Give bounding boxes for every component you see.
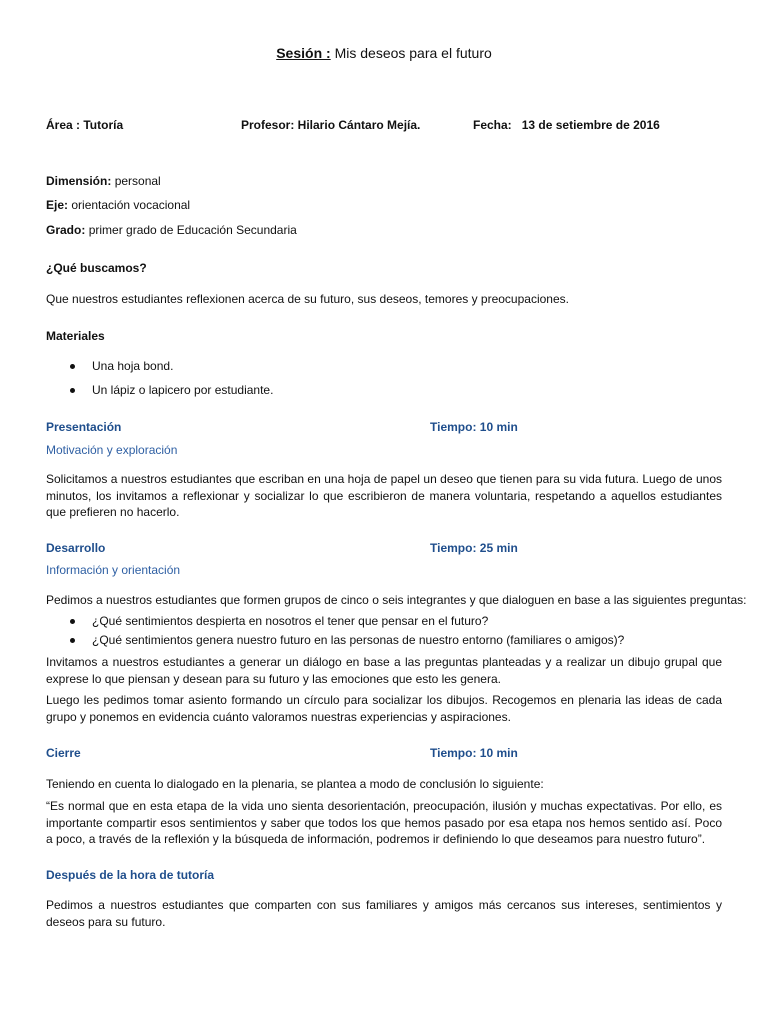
document-title <box>0 45 768 61</box>
desarrollo-text-2: Luego les pedimos tomar asiento formando un círculo para socializar los dibujos. Recogemos en plenaria las ideas de cada grupo y ponemos en evidencia cuánto valoramos nuestras experiencias y aspiraciones. <box>46 693 722 724</box>
desarrollo-tiempo: Tiempo: 25 min <box>430 541 518 555</box>
bullet-icon <box>70 364 75 369</box>
grado-label: Grado: <box>46 223 86 237</box>
desarrollo-text-1: Invitamos a nuestros estudiantes a generar un diálogo en base a las preguntas planteadas y a realizar un dibujo grupal que exprese lo que piensan y desean para su futuro y las emociones que esto les genera. <box>46 655 722 686</box>
desarrollo-subheading: Información y orientación <box>46 563 181 577</box>
cierre-tiempo: Tiempo: 10 min <box>430 746 518 760</box>
grado-line <box>46 223 297 237</box>
dimension-label: Dimensión: <box>46 174 112 188</box>
desarrollo-question-2: ¿Qué sentimientos genera nuestro futuro en las personas de nuestro entorno (familiares o amigos)? <box>92 633 625 647</box>
cierre-intro: Teniendo en cuenta lo dialogado en la plenaria, se plantea a modo de conclusión lo siguiente: <box>46 777 544 791</box>
desarrollo-intro: Pedimos a nuestros estudiantes que formen grupos de cinco o seis integrantes y que dialoguen en base a las siguientes preguntas: <box>46 593 747 607</box>
que-buscamos-text: Que nuestros estudiantes reflexionen acerca de su futuro, sus deseos, temores y preocupaciones. <box>46 292 569 306</box>
despues-heading: Después de la hora de tutoría <box>46 868 215 882</box>
title-value: Mis deseos para el futuro <box>334 45 492 61</box>
eje-line <box>46 198 190 212</box>
presentacion-heading: Presentación <box>46 420 122 434</box>
bullet-icon <box>70 638 75 643</box>
bullet-icon <box>70 619 75 624</box>
grado-value: primer grado de Educación Secundaria <box>88 223 297 237</box>
dimension-line <box>46 174 161 188</box>
desarrollo-question-1: ¿Qué sentimientos despierta en nosotros el tener que pensar en el futuro? <box>92 614 489 628</box>
eje-value: orientación vocacional <box>71 198 191 212</box>
materiales-item-2: Un lápiz o lapicero por estudiante. <box>92 383 274 397</box>
profesor-field: Profesor: Hilario Cántaro Mejía. <box>241 118 421 132</box>
desarrollo-heading: Desarrollo <box>46 541 106 555</box>
fecha-label: Fecha: <box>473 118 512 132</box>
fecha-field <box>473 118 660 132</box>
despues-text: Pedimos a nuestros estudiantes que comparten con sus familiares y amigos más cercanos sus intereses, sentimientos y deseos para su futuro. <box>46 898 722 929</box>
cierre-quote: “Es normal que en esta etapa de la vida uno sienta desorientación, preocupación, ilusión y muchas expectativas. Por ello, es importante compartir esos sentimientos y saber que todos los que hemos pasado por esa etapa nos hemos sentido así. Poco a poco, a través de la reflexión y la búsqueda de información, podremos ir definiendo lo que deseamos para nuestro futuro”. <box>46 799 722 846</box>
que-buscamos-heading: ¿Qué buscamos? <box>46 261 147 275</box>
title-label: Sesión : <box>276 45 331 61</box>
presentacion-subheading: Motivación y exploración <box>46 443 178 457</box>
bullet-icon <box>70 388 75 393</box>
eje-label: Eje: <box>46 198 69 212</box>
materiales-heading: Materiales <box>46 329 105 343</box>
fecha-value: 13 de setiembre de 2016 <box>521 118 660 132</box>
materiales-item-1: Una hoja bond. <box>92 359 174 373</box>
area-field: Área : Tutoría <box>46 118 124 132</box>
dimension-value: personal <box>114 174 161 188</box>
presentacion-text: Solicitamos a nuestros estudiantes que escriban en una hoja de papel un deseo que tienen para su vida futura. Luego de unos minutos, los invitamos a reflexionar y socializar lo que escribieron de manera voluntaria, respetando a aquellos estudiantes que prefieren no hacerlo. <box>46 472 722 519</box>
cierre-heading: Cierre <box>46 746 81 760</box>
presentacion-tiempo: Tiempo: 10 min <box>430 420 518 434</box>
